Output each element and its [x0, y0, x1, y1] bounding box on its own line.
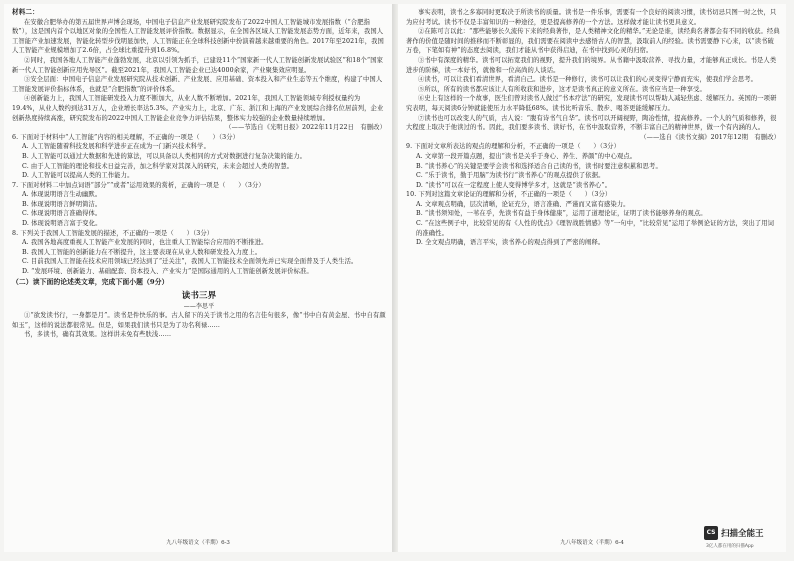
question-10-stem: 10. 下列对这篇文章论证的理解和分析，不正确的一项是（ ）（3分）: [406, 191, 612, 199]
right-paragraph: ②在陈可言以此：“那些能够长久流传下来的经典著作，是人类精神文化的精华。”无论是谁，读经典名著都会有不同的收获。经典著作的价值是随时间的推移而不断彰显的，我们需要在阅读中去感悟古人的智慧，汲取前人的经验。读书需要静下心来，以“读书破万卷，下笔如有神”的态度去阅读，我们才能从书中获得启迪，在书中找到心灵的归宿。: [406, 28, 780, 55]
left-source: （——节选自《光明日报》2022年11月22日 有删改）: [225, 124, 386, 132]
question-9-option: B. “读书养心”的关键是要学会读书和选择适合自己读的书，读书时要注意积累和思考。: [416, 162, 662, 170]
question-7-option: A. 体现说明语言生动幽默。: [22, 191, 102, 199]
scanner-watermark: [704, 526, 792, 556]
question-7-stem: 7. 下面对材料二中加点词语“部分”“或者”运用效果的赏析，正确的一项是（ ）（3分）: [12, 181, 265, 189]
right-source: （——选自《读书文摘》2017年12期 有删改）: [640, 133, 780, 141]
right-paragraph: ④读书，可以让我们看清世界，看清自己。读书是一种修行，读书可以让我们的心灵变得宁静而充实，使我们学会思考。: [418, 76, 758, 84]
question-10-option: D. 全文观点明确，语言平实，读书养心的观点得到了严密的阐释。: [416, 239, 605, 247]
essay-author: ——李思平: [183, 302, 215, 310]
right-paragraph: 事实表明，读书之多寡同时更取决于所读书的质量。读书是一件乐事，需要有一个良好的阅读习惯，读书切忌只图一时之快，只为应付考试。读书不仅是丰富知识的一种途径，更是提高修养的一个方法。这样做才能让读书更具意义。: [406, 9, 777, 26]
question-9-stem: 9. 下面对文章所表达的观点的理解和分析，不正确的一项是（ ）（3分）: [406, 143, 620, 151]
question-9-option: A. 文章第一段开篇点题，提出“读书是关乎于身心、养生、养颜”的中心观点。: [416, 152, 637, 160]
left-paragraph: ②同时，我国各地人工智能产业蓬勃发展，北京以引领为抓手，已建设11个“国家新一代人工智能创新发展试验区”和18个“国家新一代人工智能创新应用先导区”。截至2021年，我国人工智能企业已达4000余家，产业聚集效应明显。: [12, 56, 384, 74]
question-9-option: D. “读书”可以在一定程度上使人变得博学多才，这就是“读书养心”。: [416, 181, 612, 189]
question-6-option: A. 人工智能随着科技发展和科学进步正在成为一门新兴技术科学。: [22, 143, 210, 151]
essay-paragraph: 书，多读书，确有其效果。这样讲未免有些肤浅……: [24, 331, 172, 339]
essay-paragraph: ①“欲发读书行，一身都是月”。读书是件快乐的事。古人留下的关于读书之用的名言佳句很多，像“书中自有黄金屋、书中自有颜如玉”，这样的说法都很常见。但是，如果我们读书只是为了功名利禄……: [12, 312, 386, 329]
camscanner-logo-icon: CS: [704, 526, 718, 540]
question-8-option: A. 我国各地高度重视人工智能产业发展的同时，也注重人工智能综合应用的不断推进。: [22, 239, 268, 247]
question-7-option: C. 体现说明语言准确得体。: [22, 210, 102, 218]
left-page: [4, 4, 392, 552]
question-10-option: B. “读书须知处，一苇在乎，先读书有益于身体健康”，运用了道理论证，证明了读书能够养身的观点。: [416, 210, 707, 218]
watermark-app-name: 扫描全能王: [721, 529, 764, 539]
right-paragraph: ⑦读书也可以改变人的气质，古人说：“腹有诗书气自华”。读书可以开阔视野，陶冶性情，提高修养。一个人的气质和修养，很大程度上取决于他读过的书。因此，我们要多读书、读好书，在书中汲取营养，不断丰富自己的精神世界，做一个有内涵的人。: [406, 114, 777, 132]
right-paragraph: ⑤所以，所有的读书都应该让人有所收获和进步，这才是读书真正的意义所在。读书应当是一种享受。: [418, 85, 706, 93]
right-page: [398, 4, 786, 552]
question-8-option: C. 目前我国人工智能在技术应用领域已经达到了“迁关注”，我国人工智能技术全面领先并已实现全面普及于人类生活。: [22, 258, 358, 266]
question-6-option: C. 由于人工智能的理论和技术日益完善，加之科学家对其深入的研究，未来会超过人类的智慧。: [22, 162, 294, 170]
left-page-footer: 九八年级语文（半期）6-3: [166, 540, 230, 546]
question-8-stem: 8. 下列关于我国人工智能发展的描述，不正确的一项是（ ）（3分）: [12, 229, 214, 237]
essay-title: 读书三界: [181, 290, 217, 301]
left-paragraph: ③安全层面：中国电子信息产业发展研究院从技术创新、产业发展、应用基础、资本投入和产业生态等五个维度，构建了中国人工智能发展评价指标体系，也就是“合肥指数”的评价体系。: [12, 76, 383, 93]
question-7-option: B. 体现说明语言鲜明简洁。: [22, 200, 102, 208]
right-paragraph: ③书中有深度的精华。读书可以拓宽我们的视野，提升我们的境界。从书籍中汲取营养、寻找力量，才能够真正成长。书是人类进步的阶梯，读一本好书，就像和一位高尚的人谈话。: [406, 56, 777, 74]
question-7-option: D. 体现说明语言富于变化。: [22, 220, 102, 228]
watermark-tagline: 3亿人都在用的扫描App: [706, 544, 754, 549]
question-10-option: A. 文章观点明确，层次清晰，论证充分，语言准确、严谨而又富有感染力。: [416, 200, 630, 208]
question-10-option: C. “在这些例子中，比较常见的有《人性的优点》《理智战胜情感》等”一句中，“比较常见”运用了举例论证的方法，突出了用词的准确性。: [416, 220, 775, 237]
question-6-stem: 6. 下面对于材料中“人工智能”内容的相关理解，不正确的一项是（ ）（3分）: [12, 133, 240, 141]
section-title: （二）读下面的论述类文章，完成下面小题（9分）: [12, 277, 169, 286]
left-paragraph: ④创新能力上，我国人工智能研发投入力度不断加大，从业人数不断增加。2021年，我国人工智能领域专利授权量约为19.4%，从业人数约到达31万人，企业增长率达5.3%。产业实力上，北京、广东、浙江和上海的产业发展综合排名位居前列，企业创新热度持续高涨，研究院发布的2022中国人工智能企业竞争力评估结果，整体实力较强的企业数量持续增加。: [12, 95, 384, 122]
question-8-option: B. 我国人工智能的创新能力在不断提升，这主要表现在从业人数和研发投入力度上。: [22, 248, 262, 256]
right-page-footer: 九八年级语文（半期）6-4: [560, 540, 624, 546]
left-paragraph: 在安徽合肥举办的第五届世界声博会现场，中国电子信息产业发展研究院发布了2022中国人工智能城市发展指数（“合肥指数”），这是国内首个以地区对象的全国性人工智能发展评价指数。数据显示，在全国各区域人工智能发展态势方面，近年来，我国人工智能产业加速发展，智能化转型步伐明显加快，人工智能正在全球科技创新中扮演着越来越重要的角色。2017年至2021年，我国人工智能产业规模增加了2.6倍，占全球比重提升到16.8%。: [12, 18, 384, 55]
right-paragraph: ⑥史上有这样的一个故事，医生们曾对读书人做过“书本疗法”的研究，发现读书可以帮助人减轻焦虑、缓解压力。英国的一项研究表明，每天阅读6分钟就能使压力水平降低68%。读书比听音乐、散步、喝茶更能缓解压力。: [406, 95, 777, 112]
question-6-option: B. 人工智能可以通过大数据和先进的算法，可以具备以人类相同的方式对数据进行复杂决策的能力。: [22, 152, 306, 160]
material-label: 材料二：: [12, 8, 39, 16]
question-8-option: D. “发展环境、创新能力、基础配套、资本投入、产业实力”是国际通用的人工智能创新发展评价标准。: [22, 268, 313, 276]
question-9-option: C. “乐于读书，勤于用脑”为读书行“读书养心”的观点提供了依据。: [416, 172, 605, 180]
question-6-option: D. 人工智能可以提高人类的工作能力。: [22, 172, 134, 180]
